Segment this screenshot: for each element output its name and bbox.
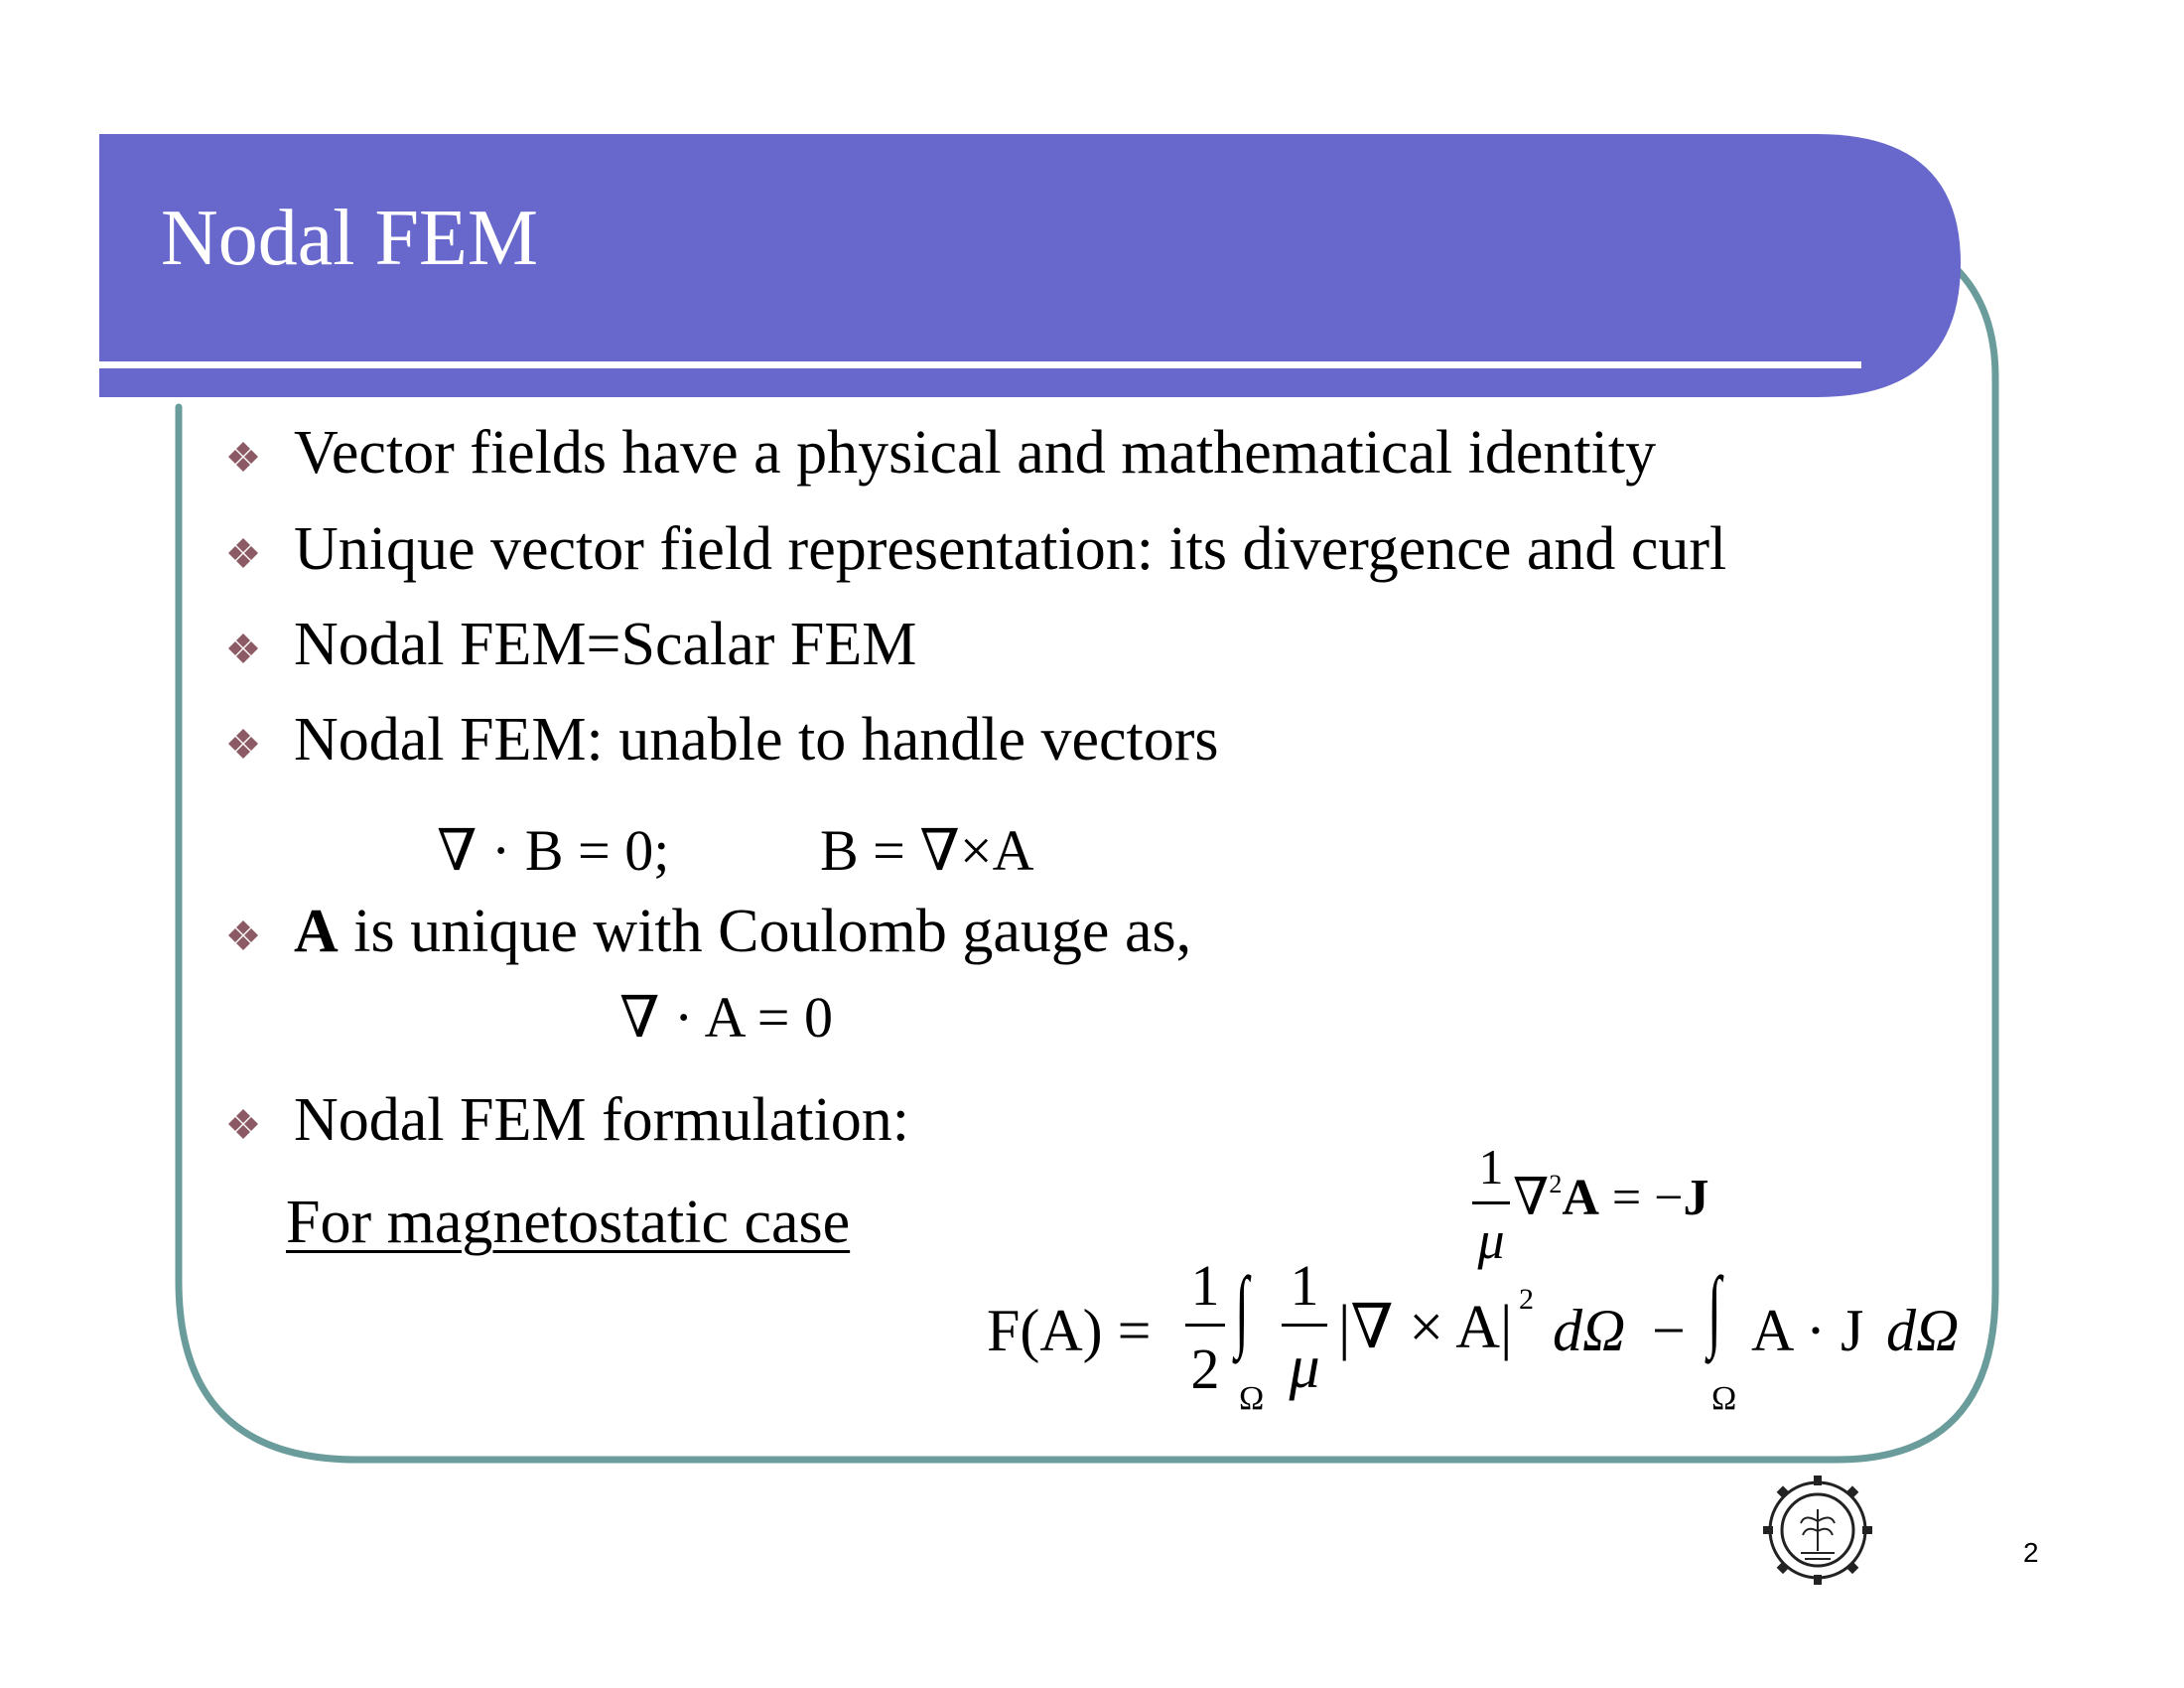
functional-d-omega-1: dΩ bbox=[1553, 1298, 1626, 1363]
page-number: 2 bbox=[2023, 1537, 2039, 1568]
bold-a: A bbox=[294, 898, 339, 965]
title-rule bbox=[99, 361, 1861, 368]
functional-mu-num: 1 bbox=[1290, 1253, 1319, 1318]
diamond-cluster-icon bbox=[226, 632, 260, 665]
equation-b-curl-a: B = ∇×A bbox=[820, 818, 1034, 883]
functional-half-num: 1 bbox=[1190, 1253, 1220, 1318]
functional-squared: 2 bbox=[1519, 1283, 1534, 1316]
poisson-den: μ bbox=[1477, 1210, 1505, 1270]
omega-domain-1: Ω bbox=[1239, 1380, 1265, 1417]
bullet-vector-identity: Vector fields have a physical and mathematical identity bbox=[294, 419, 1657, 487]
integral-sign-1: ∫ bbox=[1235, 1258, 1249, 1359]
functional-curl-term: |∇ × A| bbox=[1338, 1294, 1513, 1361]
institute-emblem-icon bbox=[1761, 1474, 1874, 1587]
functional-d-omega-2: dΩ bbox=[1886, 1298, 1960, 1363]
functional-minus: − bbox=[1652, 1298, 1686, 1363]
functional-mu-den: μ bbox=[1289, 1334, 1320, 1401]
coulomb-text: is unique with Coulomb gauge as, bbox=[338, 898, 1192, 965]
slide-title: Nodal FEM bbox=[161, 195, 538, 282]
bullet-unable-vectors: Nodal FEM: unable to handle vectors bbox=[294, 706, 1219, 774]
functional-half-bar bbox=[1185, 1324, 1225, 1327]
poisson-body bbox=[1513, 1172, 1709, 1224]
bullet-nodal-scalar: Nodal FEM=Scalar FEM bbox=[294, 611, 917, 678]
integral-sign-2: ∫ bbox=[1707, 1258, 1721, 1359]
diamond-cluster-icon bbox=[226, 727, 260, 761]
diamond-cluster-icon bbox=[226, 1107, 260, 1141]
equation-gauge: ∇ · A = 0 bbox=[619, 985, 834, 1050]
functional-lhs: F(A) = bbox=[987, 1298, 1152, 1363]
poisson-squared: 2 bbox=[1549, 1170, 1563, 1198]
poisson-num: 1 bbox=[1478, 1139, 1504, 1195]
bullet-unique-representation: Unique vector field representation: its divergence and curl bbox=[294, 515, 1727, 583]
poisson-j: J bbox=[1683, 1170, 1709, 1226]
functional-half-den: 2 bbox=[1190, 1336, 1220, 1401]
diamond-cluster-icon bbox=[226, 536, 260, 570]
functional-a-dot-j: A · J bbox=[1751, 1298, 1864, 1363]
omega-domain-2: Ω bbox=[1711, 1380, 1737, 1417]
poisson-a: A bbox=[1562, 1170, 1599, 1226]
diamond-cluster-icon bbox=[226, 918, 260, 952]
magnetostatic-subtitle: For magnetostatic case bbox=[286, 1189, 851, 1256]
poisson-eq: = − bbox=[1598, 1170, 1684, 1226]
equation-div-b: ∇ · B = 0; bbox=[437, 818, 670, 883]
diamond-cluster-icon bbox=[226, 440, 260, 474]
bullet-coulomb-gauge bbox=[294, 898, 1192, 965]
poisson-nabla: ∇ bbox=[1513, 1170, 1550, 1226]
functional-mu-bar bbox=[1282, 1324, 1327, 1327]
poisson-frac-bar bbox=[1472, 1201, 1510, 1204]
bullet-nodal-formulation: Nodal FEM formulation: bbox=[294, 1086, 909, 1154]
